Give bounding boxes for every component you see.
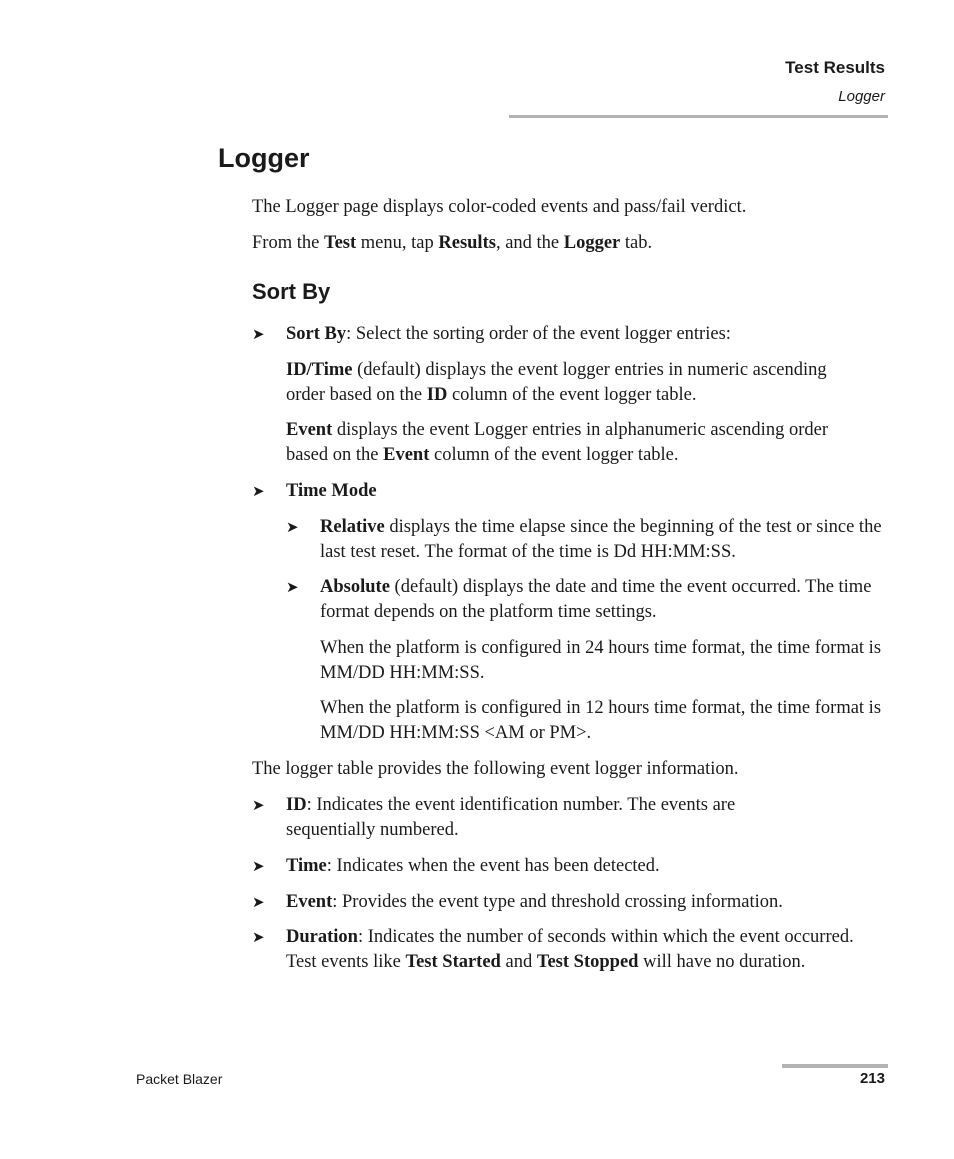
event-description [286, 418, 866, 468]
arrowhead-bullet-icon: ➤ [252, 893, 265, 911]
term: Sort By [286, 324, 347, 344]
arrowhead-bullet-icon: ➤ [252, 857, 265, 875]
intro-paragraph: The Logger page displays color-coded events and pass/fail verdict. [252, 197, 747, 217]
term: ID/Time [286, 360, 353, 380]
table-info-intro: The logger table provides the following event logger information. [252, 759, 739, 779]
text-run: displays the time elapse since the beginning of the test or since the last test reset. The format of the time is Dd HH:MM:SS. [320, 517, 882, 562]
bullet-time-mode [286, 479, 377, 504]
term: Time Mode [286, 481, 377, 501]
term: Event [286, 892, 333, 912]
bullet-duration [286, 925, 886, 975]
header-divider [509, 115, 888, 118]
menu-name-test: Test [323, 233, 357, 253]
arrowhead-bullet-icon: ➤ [252, 325, 265, 343]
term: ID [286, 795, 307, 815]
text-run: From the [252, 233, 324, 253]
format-12h-paragraph: When the platform is configured in 12 hours time format, the time format is MM/DD HH:MM:SS <AM or PM>. [320, 698, 882, 743]
navigation-paragraph [252, 231, 652, 256]
arrowhead-bullet-icon: ➤ [252, 482, 265, 500]
footer-product-name: Packet Blazer [136, 1071, 223, 1087]
section-heading-sort-by: Sort By [252, 279, 331, 304]
term: Time [286, 856, 327, 876]
text-run: tab. [620, 233, 653, 253]
arrowhead-bullet-icon: ➤ [252, 796, 265, 814]
footer-divider [782, 1064, 888, 1068]
menu-item-results: Results [438, 233, 496, 253]
text-run: column of the event logger table. [447, 385, 697, 405]
text-run: : Indicates when the event has been detected. [326, 856, 660, 876]
bullet-id [286, 793, 826, 843]
text-run: column of the event logger table. [429, 445, 679, 465]
bullet-time [286, 854, 660, 879]
term: Absolute [320, 577, 390, 597]
format-24h-paragraph: When the platform is configured in 24 hours time format, the time format is MM/DD HH:MM:SS. [320, 638, 882, 683]
term: Event [286, 420, 333, 440]
term: Test Stopped [536, 952, 639, 972]
text-run: (default) displays the date and time the event occurred. The time format depends on the platform time settings. [320, 577, 872, 622]
arrowhead-bullet-icon: ➤ [252, 928, 265, 946]
text-run: : Provides the event type and threshold crossing information. [332, 892, 783, 912]
text-run: : Indicates the event identification number. The events are sequentially numbered. [286, 795, 736, 840]
page-title: Logger [218, 143, 310, 173]
term: ID [426, 385, 448, 405]
tab-name-logger: Logger [563, 233, 621, 253]
bullet-event [286, 890, 783, 915]
term: Duration [286, 927, 358, 947]
text-run: and [500, 952, 537, 972]
text-run: menu, tap [356, 233, 439, 253]
idtime-description [286, 358, 856, 408]
bullet-sort-by [286, 322, 731, 347]
arrowhead-bullet-icon: ➤ [286, 518, 299, 536]
arrowhead-bullet-icon: ➤ [286, 578, 299, 596]
page-number: 213 [859, 1070, 885, 1087]
running-header-section: Logger [838, 88, 885, 105]
bullet-relative [320, 515, 886, 565]
text-run: : Indicates the number of seconds within which the event occurred. Test events like [286, 927, 854, 972]
text-run: : Select the sorting order of the event logger entries: [346, 324, 731, 344]
term: Event [383, 445, 430, 465]
text-run: , and the [495, 233, 564, 253]
bullet-absolute [320, 575, 886, 625]
running-header-chapter: Test Results [785, 58, 885, 77]
term: Relative [320, 517, 385, 537]
text-run: will have no duration. [638, 952, 806, 972]
term: Test Started [405, 952, 501, 972]
text-run: displays the event Logger entries in alphanumeric ascending order based on the [286, 420, 828, 465]
text-run: (default) displays the event logger entries in numeric ascending order based on the [286, 360, 827, 405]
